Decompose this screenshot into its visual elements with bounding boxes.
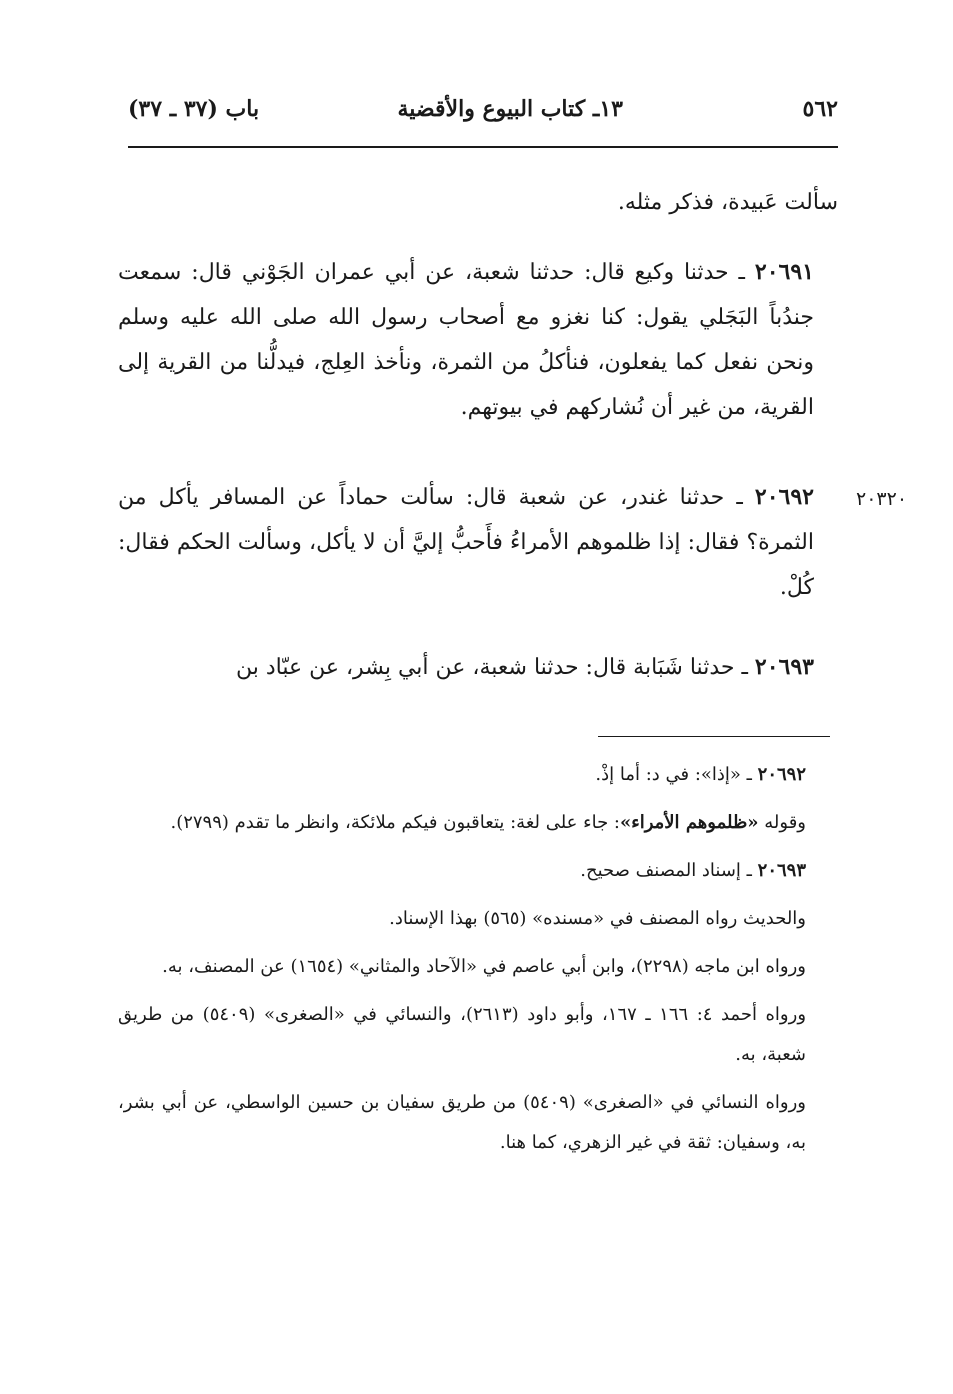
running-header	[128, 90, 838, 136]
hadith-paragraph	[118, 645, 838, 690]
continuation-line: سألت عَبيدة، فذكر مثله.	[617, 190, 838, 215]
hadith-20693	[118, 645, 838, 690]
footnote-text: وقوله	[758, 812, 806, 833]
footnote-note	[118, 803, 830, 843]
footnote-number: ٢٠٦٩٢	[757, 764, 806, 785]
hadith-text: ـ حدثنا شَبَابة قال: حدثنا شعبة، عن أبي بِشر، عن عبّاد بن	[235, 655, 755, 680]
footnote-bold-phrase: «ظلموهم الأمراء»	[620, 812, 759, 833]
footnote-note: والحديث رواه المصنف في «مسنده» (٥٦٥) بهذا الإسناد.	[389, 908, 806, 929]
footnote-text: : جاء على لغة: يتعاقبون فيكم ملائكة، وانظر ما تقدم (٢٧٩٩).	[170, 812, 620, 833]
footnote-separator	[598, 736, 830, 737]
hadith-number: ٢٠٦٩١	[754, 259, 814, 285]
margin-reference-number: ٢٠٣٢٠	[856, 488, 908, 510]
footnote-number: ٢٠٦٩٣	[757, 860, 806, 881]
footnote-note: ورواه النسائي في «الصغرى» (٥٤٠٩) من طريق سفيان بن حسين الواسطي، عن أبي بشر، به، وسفيان: ثقة في غير الزهري، كما هنا.	[118, 1092, 806, 1153]
chapter-label: باب (٣٧ ـ ٣٧)	[128, 96, 260, 122]
footnote-note: ورواه أحمد ٤: ١٦٦ ـ ١٦٧، وأبو داود (٢٦١٣)، والنسائي في «الصغرى» (٥٤٠٩) من طريق شعبة، به.	[118, 1004, 807, 1065]
footnote-20693	[118, 851, 830, 891]
hadith-text: ـ حدثنا غندر، عن شعبة قال: سألت حماداً عن المسافر يأكل من الثمرة؟ فقال: إذا ظلموهم الأمراءُ فأَحبُّ إليَّ أن لا يأكل، وسألت الحكم فقال: كُلْ.	[118, 485, 814, 600]
hadith-text: ـ حدثنا وكيع قال: حدثنا شعبة، عن أبي عمران الجَوْني قال: سمعت جندُباً البَجَلي يقول: كنا نغزو مع أصحاب رسول الله صلى الله عليه وسلم ونحن نفعل كما يفعلون، فنأكلُ من الثمرة، ونأخذ العِلج، فيدلُّنا من القرية إلى القرية، من غير أن نُشاركهم في بيوتهم.	[118, 260, 814, 420]
header-rule	[128, 146, 838, 148]
main-text-continuation	[118, 180, 838, 225]
hadith-20691	[118, 250, 838, 430]
hadith-number: ٢٠٦٩٢	[754, 484, 814, 510]
hadith-number: ٢٠٦٩٣	[754, 654, 814, 680]
footnote-text: ـ إسناد المصنف صحيح.	[580, 860, 758, 881]
hadith-20692	[118, 475, 838, 610]
book-title: ١٣ـ كتاب البيوع والأقضية	[397, 96, 623, 122]
footnotes	[118, 755, 830, 1163]
hadith-paragraph	[118, 250, 838, 430]
footnote-note: ورواه ابن ماجه (٢٢٩٨)، وابن أبي عاصم في «الآحاد والمثاني» (١٦٥٤) عن المصنف، به.	[162, 956, 806, 977]
page-number: ٥٦٢	[802, 96, 838, 122]
hadith-paragraph	[118, 475, 838, 610]
footnote-20692	[118, 755, 830, 795]
footnote-text: ـ «إذا»: في د: أما إذْ.	[595, 764, 758, 785]
